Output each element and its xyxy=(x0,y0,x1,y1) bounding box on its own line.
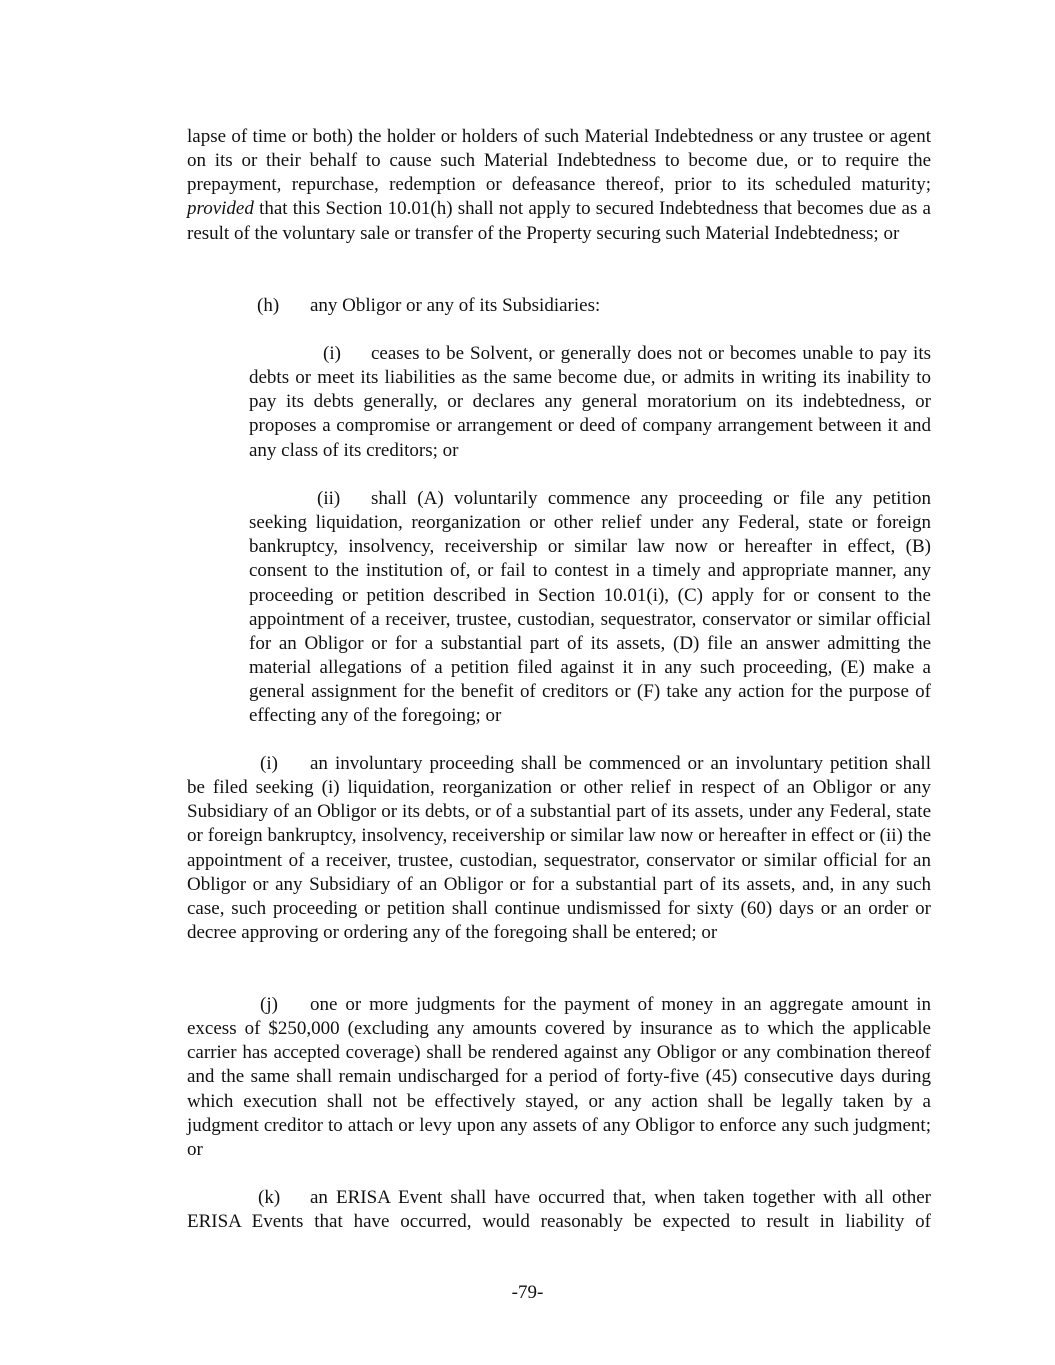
clause-i xyxy=(187,752,931,945)
intro-text-start: lapse of time or both) the holder or holders of such Material Indebtedness or any trustee or agent on its or their behalf to cause such Material Indebtedness to become due, or to require the prepayment, repurchase, redemption or defeasance thereof, prior to its scheduled maturity; xyxy=(187,126,931,196)
intro-italic-term: provided xyxy=(187,198,254,220)
intro-text-end: that this Section 10.01(h) shall not apply to secured Indebtedness that becomes due as a result of the voluntary sale or transfer of the Property securing such Material Indebtedness; or xyxy=(187,198,931,244)
clause-i-text: an involuntary proceeding shall be commenced or an involuntary petition shall be filed seeking (i) liquidation, reorganization or other relief in respect of an Obligor or any Subsidiary of an Obligor or its debts, or of a substantial part of its assets, under any Federal, state or foreign bankruptcy, insolvency, receivership or similar law now or hereafter in effect or (ii) the appointment of a receiver, trustee, custodian, sequestrator, conservator or similar official for an Obligor or any Subsidiary of an Obligor or for a substantial part of its assets, and, in any such case, such proceeding or petition shall continue undismissed for sixty (60) days or an order or decree approving or ordering any of the foregoing shall be entered; or xyxy=(187,753,931,944)
intro-paragraph xyxy=(187,125,931,246)
clause-h-i-label: (i) xyxy=(323,343,341,364)
clause-k-text: an ERISA Event shall have occurred that, when taken together with all other ERISA Events that have occurred, would reasonably be expected to result in liability of xyxy=(187,1187,931,1233)
clause-k xyxy=(187,1186,931,1234)
clause-h-ii xyxy=(249,487,931,729)
clause-h-text: any Obligor or any of its Subsidiaries: xyxy=(310,295,601,316)
clause-h-ii-text: shall (A) voluntarily commence any proceeding or file any petition seeking liquidation, reorganization or other relief under any Federal, state or foreign bankruptcy, insolvency, receivership or similar law now or hereafter in effect, (B) consent to the institution of, or fail to contest in a timely and appropriate manner, any proceeding or petition described in Section 10.01(i), (C) apply for or consent to the appointment of a receiver, trustee, custodian, sequestrator, conservator or similar official for an Obligor or for a substantial part of its assets, (D) file an answer admitting the material allegations of a petition filed against it in any such proceeding, (E) make a general assignment for the benefit of creditors or (F) take any action for the purpose of effecting any of the foregoing; or xyxy=(249,488,931,727)
clause-j-label: (j) xyxy=(260,994,278,1015)
clause-k-label: (k) xyxy=(258,1187,281,1208)
clause-h-label: (h) xyxy=(257,295,280,316)
clause-h xyxy=(187,294,931,318)
page-number: -79- xyxy=(511,1282,544,1303)
clause-h-i-text: ceases to be Solvent, or generally does not or becomes unable to pay its debts or meet its liabilities as the same become due, or admits in writing its inability to pay its debts generally, or declares any general moratorium on its indebtedness, or proposes a compromise or arrangement or deed of company arrangement between it and any class of its creditors; or xyxy=(249,343,931,461)
clause-h-i xyxy=(249,342,931,463)
clause-j xyxy=(187,993,931,1162)
clause-j-text: one or more judgments for the payment of money in an aggregate amount in excess of $250,000 (excluding any amounts covered by insurance as to which the applicable carrier has accepted coverage) shall be rendered against any Obligor or any combination thereof and the same shall remain undischarged for a period of forty-five (45) consecutive days during which execution shall not be effectively stayed, or any action shall be legally taken by a judgment creditor to attach or levy upon any assets of any Obligor to enforce any such judgment; or xyxy=(187,994,931,1160)
clause-i-label: (i) xyxy=(260,753,278,774)
clause-h-ii-label: (ii) xyxy=(317,488,341,509)
